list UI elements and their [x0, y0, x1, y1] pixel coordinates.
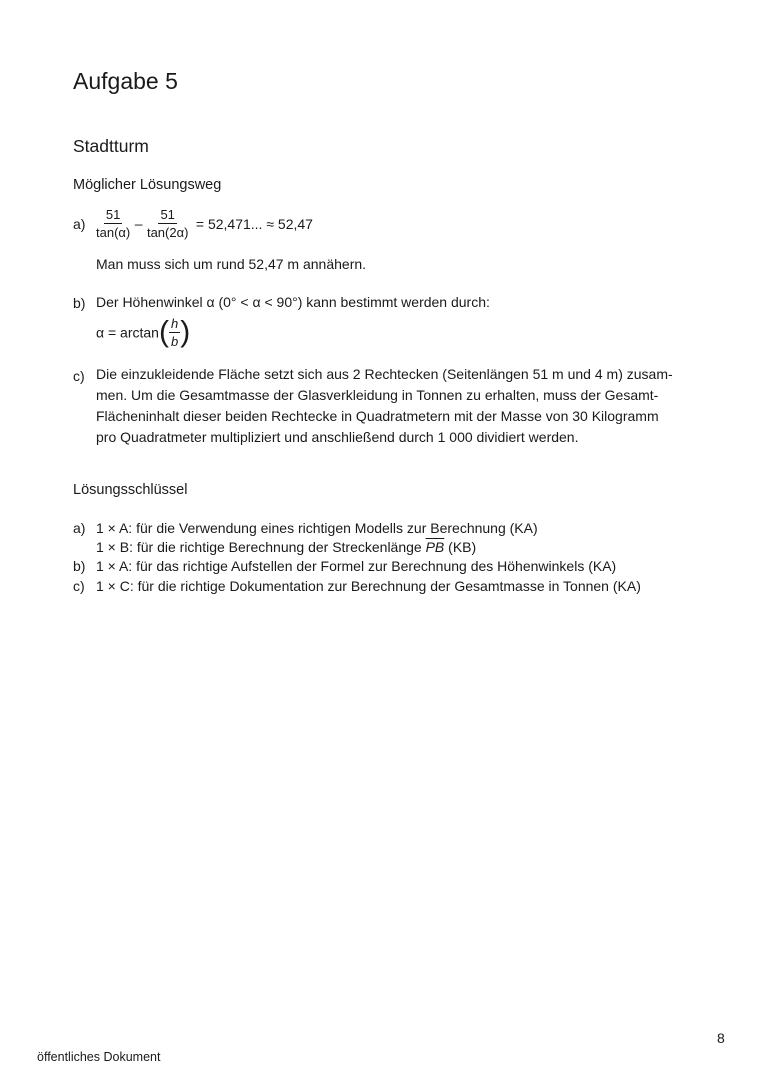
- fraction-1-numerator: 51: [105, 207, 121, 222]
- part-a-formula: [96, 207, 313, 240]
- part-a-result: = 52,471... ≈ 52,47: [195, 215, 313, 232]
- key-b-label: b): [73, 558, 86, 574]
- part-a-label: a): [73, 216, 86, 232]
- key-heading: Lösungsschlüssel: [73, 482, 188, 498]
- fraction-2: [147, 207, 188, 240]
- minus-sign: –: [134, 215, 143, 232]
- key-a-item-2: [96, 538, 476, 557]
- part-c-line-4: pro Quadratmeter multipliziert und anschließend durch 1 000 dividiert werden.: [96, 429, 579, 445]
- footer-text: öffentliches Dokument: [37, 1050, 161, 1064]
- key-a-item-2-text: 1 × B: für die richtige Berechnung der Streckenlänge: [96, 539, 422, 555]
- right-paren: ): [180, 315, 191, 349]
- part-b-text: Der Höhenwinkel α (0° < α < 90°) kann bestimmt werden durch:: [96, 294, 490, 310]
- formula-fraction: [169, 316, 180, 349]
- part-c-line-3: Flächeninhalt dieser beiden Rechtecke in Quadratmetern mit der Masse von 30 Kilogramm: [96, 408, 659, 424]
- segment-pb: $\overline{PB}$: [425, 539, 445, 555]
- fraction-1-denominator: tan(α): [96, 225, 131, 240]
- key-a-item-2-suffix: (KB): [448, 539, 477, 555]
- fraction-1: [96, 207, 130, 240]
- page-number: 8: [717, 1030, 725, 1046]
- part-b-formula: [96, 316, 190, 349]
- key-a-item-1: 1 × A: für die Verwendung eines richtigen Modells zur Berechnung (KA): [96, 520, 538, 536]
- fraction-2-numerator: 51: [160, 207, 175, 222]
- key-c-item-1: 1 × C: für die richtige Dokumentation zur Berechnung der Gesamtmasse in Tonnen (KA): [96, 578, 641, 594]
- formula-numerator: h: [170, 316, 179, 331]
- formula-denominator: b: [170, 334, 179, 349]
- left-paren: (: [158, 315, 169, 349]
- part-a-text: Man muss sich um rund 52,47 m annähern.: [96, 256, 367, 272]
- part-c-text: [96, 364, 706, 448]
- solution-heading: Möglicher Lösungsweg: [73, 177, 222, 193]
- page-title: Aufgabe 5: [73, 68, 178, 94]
- key-c-label: c): [73, 578, 85, 594]
- task-subtitle: Stadtturm: [73, 136, 149, 156]
- part-c-line-1: Die einzukleidende Fläche setzt sich aus 2 Rechtecken (Seitenlängen 51 m und 4 m) zusam-: [96, 366, 673, 382]
- part-c-label: c): [73, 368, 85, 384]
- fraction-2-denominator: tan(2α): [146, 225, 189, 240]
- key-a-label: a): [73, 520, 86, 536]
- key-b-item-1: 1 × A: für das richtige Aufstellen der Formel zur Berechnung des Höhenwinkels (KA): [96, 558, 617, 574]
- part-c-line-2: men. Um die Gesamtmasse der Glasverkleidung in Tonnen zu erhalten, muss der Gesamt-: [96, 387, 659, 403]
- part-b-label: b): [73, 295, 86, 311]
- formula-lhs: α = arctan: [96, 324, 159, 341]
